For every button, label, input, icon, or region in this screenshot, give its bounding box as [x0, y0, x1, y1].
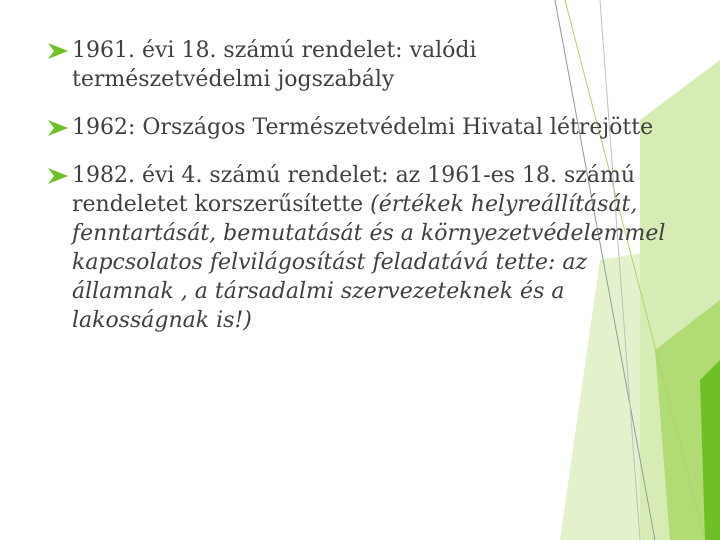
green-arrowhead-icon: [48, 168, 68, 184]
bullet-item-3: [38, 161, 678, 335]
green-arrowhead-icon: [48, 120, 68, 136]
bullet-text-2: 1962: Országos Természetvédelmi Hivatal létrejötte: [72, 115, 654, 140]
bullet-text-3: 1982. évi 4. számú rendelet: az 1961-es 18. számú rendeletet korszerűsítette: [72, 163, 635, 217]
bullet-emphasis-3: (értékek helyreállítását, fenntartását, bemutatását és a környezetvédelemmel kapcsolatos felvilágosítást feladatává tette: az államnak , a társadalmi szervezeteknek és a lakosságnak is!): [72, 192, 666, 333]
bullet-item-2: [38, 113, 678, 142]
bullet-list: [38, 36, 678, 354]
bullet-text-1: 1961. évi 18. számú rendelet: valódi természetvédelmi jogszabály: [72, 38, 477, 92]
bullet-item-1: [38, 36, 678, 94]
green-arrowhead-icon: [48, 43, 68, 59]
